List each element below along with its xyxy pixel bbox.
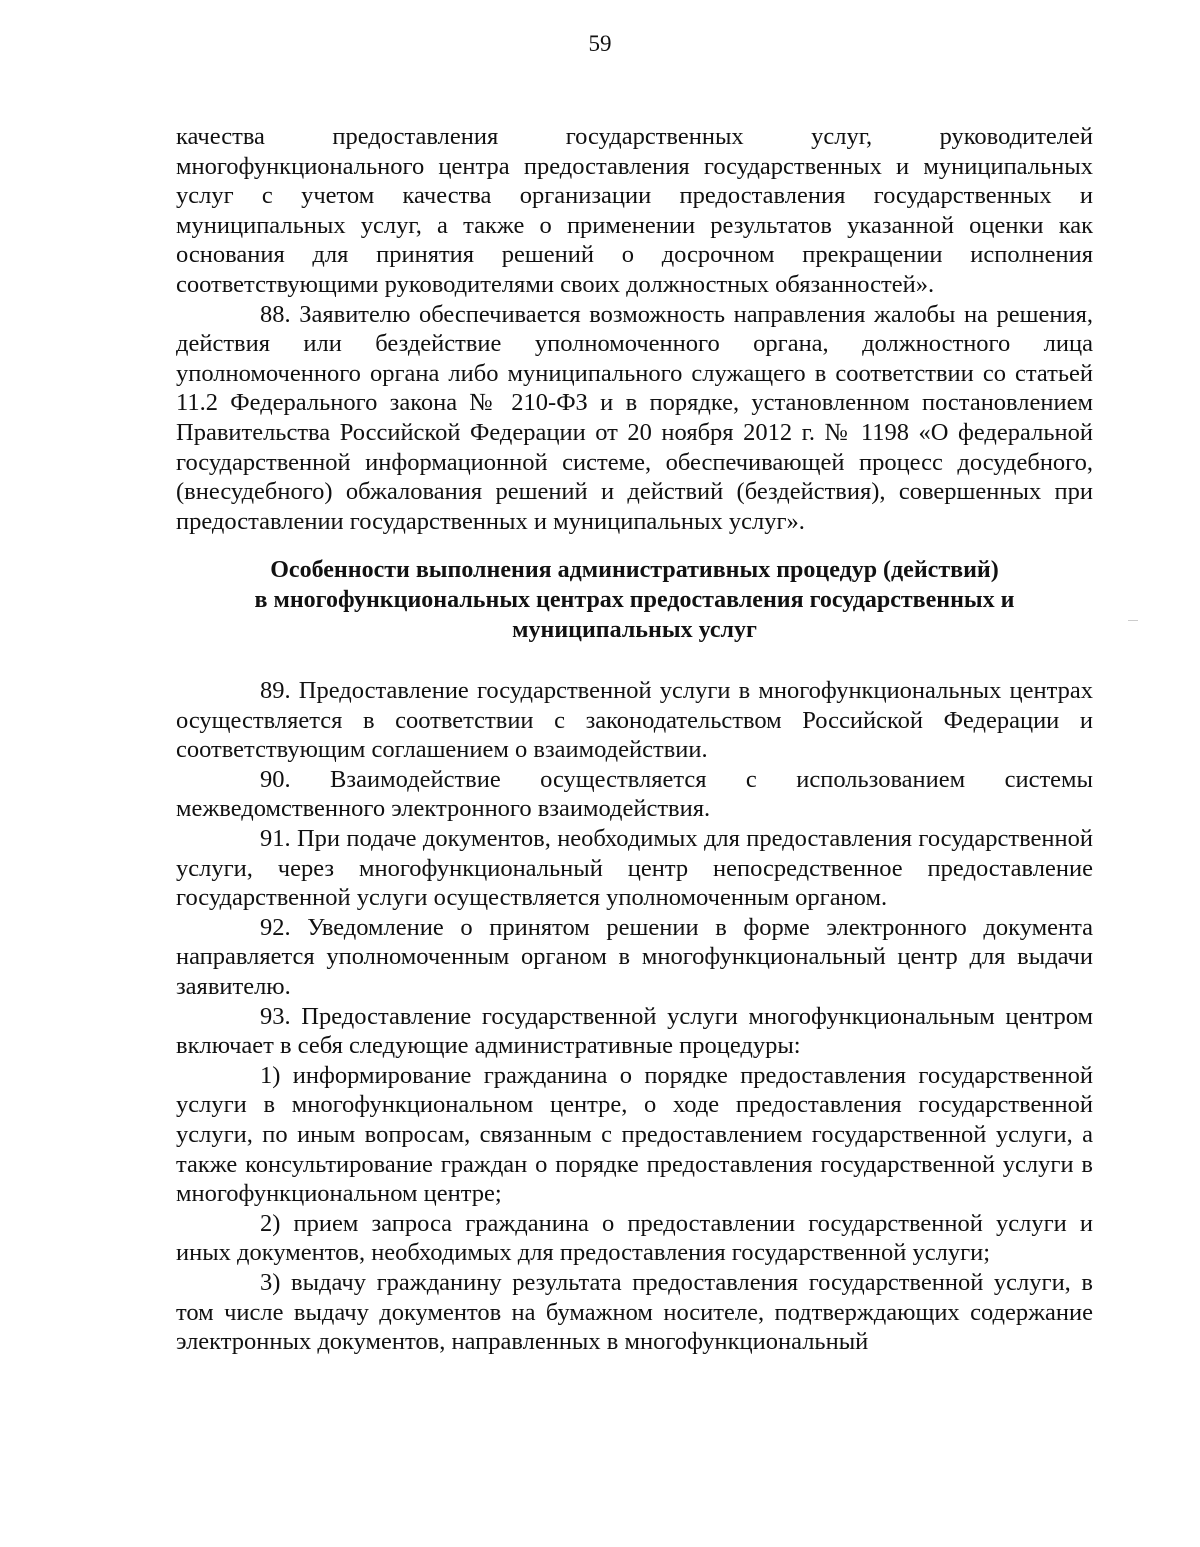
paragraph-92: 92. Уведомление о принятом решении в форме электронного документа направляется уполномоченным органом в многофункциональный центр для выдачи заявителю. <box>176 913 1093 1001</box>
page-number: 59 <box>588 31 612 56</box>
list-item-3: 3) выдачу гражданину результата предоставления государственной услуги, в том числе выдачу документов на бумажном носителе, подтверждающих содержание электронных документов, направленных в многофункциональный <box>176 1268 1093 1356</box>
section-heading-line-3: муниципальных услуг <box>512 616 757 643</box>
section-heading-line-1: Особенности выполнения административных процедур (действий) <box>270 557 999 584</box>
paragraph-93: 93. Предоставление государственной услуги многофункциональным центром включает в себя следующие административные процедуры: <box>176 1002 1093 1060</box>
section-heading-line-2: в многофункциональных центрах предоставления государственных и <box>254 586 1015 613</box>
paragraph-90: 90. Взаимодействие осуществляется с использованием системы межведомственного электронного взаимодействия. <box>176 765 1093 823</box>
list-item-1: 1) информирование гражданина о порядке предоставления государственной услуги в многофункциональном центре, о ходе предоставления государственной услуги, по иным вопросам, связанным с предоставлением государственной услуги, а также консультирование граждан о порядке предоставления государственной услуги в многофункциональном центре; <box>176 1061 1093 1208</box>
spacer <box>176 645 1093 676</box>
document-body <box>176 122 1093 1357</box>
paragraph-91: 91. При подаче документов, необходимых для предоставления государственной услуги, через многофункциональный центр непосредственное предоставление государственной услуги осуществляется уполномоченным органом. <box>176 825 1093 912</box>
list-item-2: 2) прием запроса гражданина о предоставлении государственной услуги и иных документов, необходимых для предоставления государственной услуги; <box>176 1209 1093 1267</box>
scan-margin-mark <box>1128 620 1138 621</box>
section-heading <box>170 556 1099 645</box>
paragraph-88: 88. Заявителю обеспечивается возможность направления жалобы на решения, действия или бездействие уполномоченного органа, должностного лица уполномоченного органа либо муниципального служащего в соответствии со статьей 11.2 Федерального закона № 210-ФЗ и в порядке, установленном постановлением Правительства Российской Федерации от 20 ноября 2012 г. № 1198 «О федеральной государственной информационной системе, обеспечивающей процесс досудебного, (внесудебного) обжалования решений и действий (бездействия), совершенных при предоставлении государственных и муниципальных услуг». <box>176 300 1093 535</box>
paragraph-continuation: качества предоставления государственных услуг, руководителей многофункционального центра предоставления государственных и муниципальных услуг с учетом качества организации предоставления государственных и муниципальных услуг, а также о применении результатов указанной оценки как основания для принятия решений о досрочном прекращении исполнения соответствующими руководителями своих должностных обязанностей». <box>176 123 1093 298</box>
spacer <box>176 536 1093 556</box>
paragraph-89: 89. Предоставление государственной услуги в многофункциональных центрах осуществляется в соответствии с законодательством Российской Федерации и соответствующим соглашением о взаимодействии. <box>176 677 1093 764</box>
